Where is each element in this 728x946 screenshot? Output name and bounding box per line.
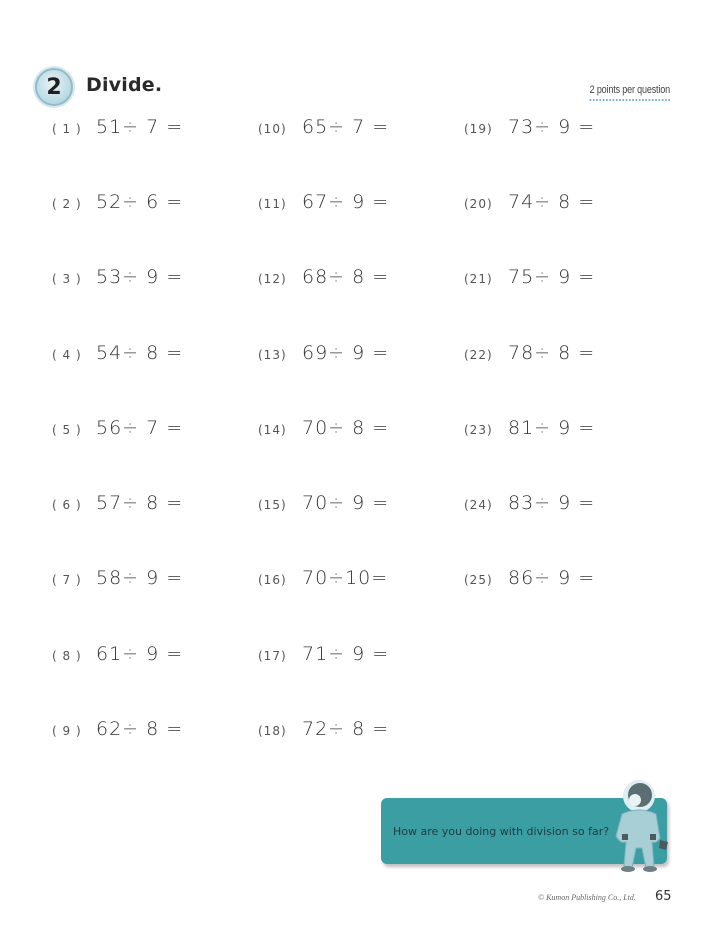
problem-number: ( 6 ) [52, 498, 82, 512]
problem-expression: 72÷ 8 = [302, 718, 390, 740]
problem-number: (24) [464, 498, 493, 512]
problem-item [258, 643, 389, 665]
problem-item [464, 342, 595, 364]
problem-number: (12) [258, 272, 287, 286]
problem-expression: 54÷ 8 = [96, 342, 184, 364]
problem-expression: 71÷ 9 = [302, 643, 390, 665]
copyright: © Kumon Publishing Co., Ltd. [538, 893, 636, 902]
problem-number: (25) [464, 573, 493, 587]
problem-item [464, 492, 595, 514]
problem-item [52, 417, 183, 439]
problem-expression: 61÷ 9 = [96, 643, 184, 665]
problem-expression: 81÷ 9 = [508, 417, 596, 439]
problem-number: (11) [258, 197, 287, 211]
problem-item [52, 567, 183, 589]
problem-expression: 83÷ 9 = [508, 492, 596, 514]
points-note: 2 points per question [590, 84, 670, 101]
problem-number: (18) [258, 724, 287, 738]
problem-expression: 70÷ 9 = [302, 492, 390, 514]
problem-item [258, 492, 389, 514]
problem-number: (16) [258, 573, 287, 587]
problem-item [52, 718, 183, 740]
problem-item [258, 116, 389, 138]
mascot-character-icon [604, 778, 674, 876]
section-title: Divide. [86, 74, 163, 96]
problem-item [464, 266, 595, 288]
problem-expression: 86÷ 9 = [508, 567, 596, 589]
problem-expression: 53÷ 9 = [96, 266, 184, 288]
problem-number: (21) [464, 272, 493, 286]
problem-expression: 78÷ 8 = [508, 342, 596, 364]
problem-expression: 73÷ 9 = [508, 116, 596, 138]
problem-number: ( 9 ) [52, 724, 82, 738]
problem-expression: 57÷ 8 = [96, 492, 184, 514]
problem-expression: 58÷ 9 = [96, 567, 184, 589]
problem-item [464, 567, 595, 589]
problem-expression: 74÷ 8 = [508, 191, 596, 213]
problem-number: (13) [258, 348, 287, 362]
problem-item [258, 567, 388, 589]
problem-item [464, 116, 595, 138]
callout-text: How are you doing with division so far? [393, 825, 610, 838]
problem-item [258, 266, 389, 288]
problem-number: (10) [258, 122, 287, 136]
problem-number: (17) [258, 649, 287, 663]
problem-number: ( 4 ) [52, 348, 82, 362]
problem-expression: 65÷ 7 = [302, 116, 390, 138]
page-number: 65 [655, 889, 672, 904]
problem-number: (22) [464, 348, 493, 362]
problem-expression: 52÷ 6 = [96, 191, 184, 213]
problem-item [258, 718, 389, 740]
problem-expression: 69÷ 9 = [302, 342, 390, 364]
problem-expression: 62÷ 8 = [96, 718, 184, 740]
problem-item [258, 191, 389, 213]
problem-number: (23) [464, 423, 493, 437]
problem-item [258, 417, 389, 439]
problem-item [52, 116, 183, 138]
problem-item [52, 342, 183, 364]
problem-number: (19) [464, 122, 493, 136]
problem-expression: 70÷10= [302, 567, 389, 589]
problem-number: ( 1 ) [52, 122, 82, 136]
problem-number: (14) [258, 423, 287, 437]
problem-number: ( 3 ) [52, 272, 82, 286]
problem-expression: 68÷ 8 = [302, 266, 390, 288]
problem-expression: 51÷ 7 = [96, 116, 184, 138]
problem-expression: 75÷ 9 = [508, 266, 596, 288]
problem-item [464, 417, 595, 439]
problem-expression: 56÷ 7 = [96, 417, 184, 439]
problem-number: ( 7 ) [52, 573, 82, 587]
problem-item [52, 492, 183, 514]
problem-item [52, 191, 183, 213]
problem-item [258, 342, 389, 364]
problem-item [464, 191, 595, 213]
problem-number: ( 5 ) [52, 423, 82, 437]
problem-expression: 70÷ 8 = [302, 417, 390, 439]
problem-number: ( 8 ) [52, 649, 82, 663]
problem-number: ( 2 ) [52, 197, 82, 211]
problem-number: (20) [464, 197, 493, 211]
problem-expression: 67÷ 9 = [302, 191, 390, 213]
problem-item [52, 643, 183, 665]
problem-item [52, 266, 183, 288]
section-number-badge: 2 [35, 68, 73, 106]
problem-number: (15) [258, 498, 287, 512]
